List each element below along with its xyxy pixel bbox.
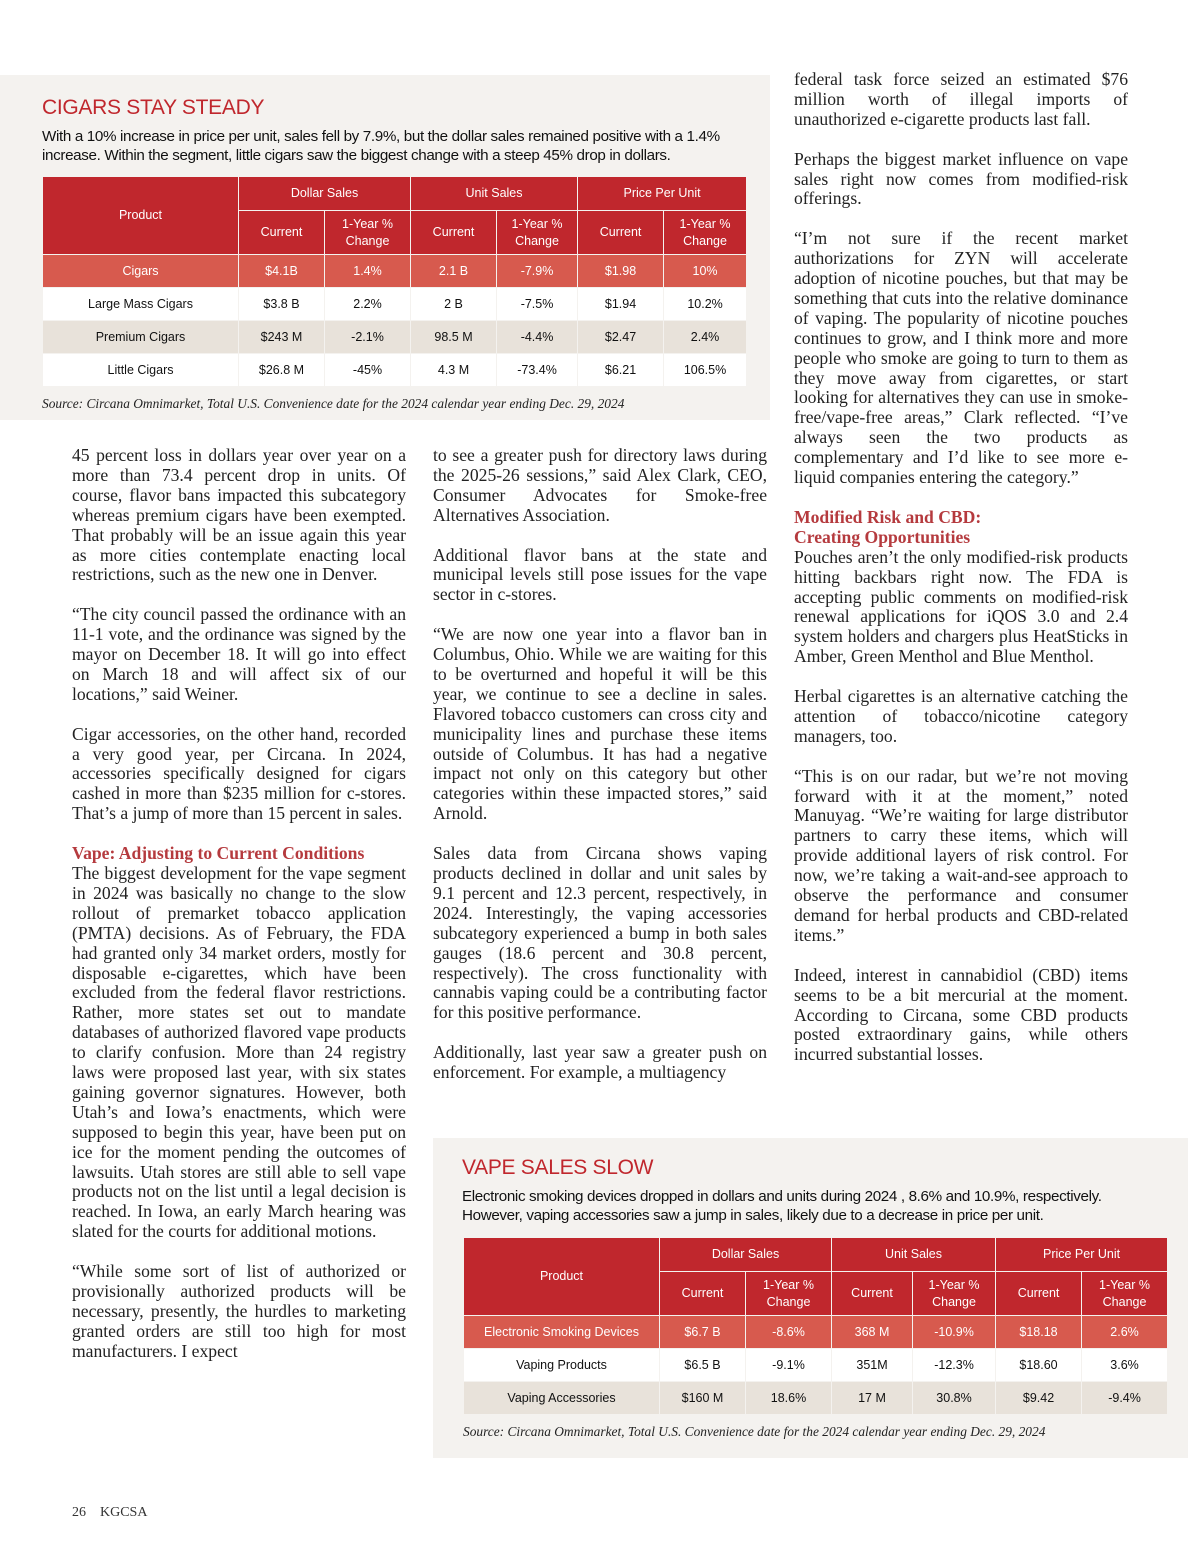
current-header: Current (832, 1272, 912, 1315)
table-cell: $6.7 B (660, 1316, 745, 1348)
row-label: Electronic Smoking Devices (464, 1316, 659, 1348)
change-header: 1-Year % Change (746, 1272, 831, 1315)
article-column-3 (794, 70, 1128, 1065)
table-cell: $6.5 B (660, 1349, 745, 1381)
table-cell: -8.6% (746, 1316, 831, 1348)
unit-sales-header: Unit Sales (411, 177, 577, 210)
table-cell: 106.5% (664, 354, 746, 386)
vape-source-note: Source: Circana Omnimarket, Total U.S. Convenience date for the 2024 calendar year ending Dec. 29, 2024 (463, 1424, 1046, 1439)
article-column-1 (72, 446, 406, 1362)
page-number: 26 (72, 1505, 86, 1520)
table-cell: $2.47 (578, 321, 663, 353)
row-label: Large Mass Cigars (43, 288, 238, 320)
table-cell: 2.2% (325, 288, 410, 320)
table-cell: 2.4% (664, 321, 746, 353)
table-cell: -7.9% (497, 255, 577, 287)
paragraph: “I’m not sure if the recent market authorizations for ZYN will accelerate adoption of nicotine pouches, but that may be something that cuts into the relative dominance of vaping. The popularity of nicotine pouches continues to grow, and I think more and more people who smoke are going to turn to them as they move away from cigarettes, or start looking for alternatives they can use in smoke-free/vape-free areas,” Clark reflected. “I’ve always seen the two products as complementary and I’d like to see more e-liquid companies entering the category.” (794, 228, 1128, 488)
table-cell: $3.8 B (239, 288, 324, 320)
current-header: Current (996, 1272, 1081, 1315)
paragraph: “While some sort of list of authorized or provisionally authorized products will be necessary, presently, the hurdles to marketing granted orders are still too high for most manufacturers. I expect (72, 1261, 406, 1361)
table-cell: $160 M (660, 1382, 745, 1414)
paragraph: Cigar accessories, on the other hand, recorded a very good year, per Circana. In 2024, accessories specifically designed for cigars cashed in more than $235 million for c-stores. That’s a jump of more than 15 percent in sales. (72, 723, 406, 824)
table-cell: $6.21 (578, 354, 663, 386)
table-row (464, 1349, 1167, 1381)
table-cell: $9.42 (996, 1382, 1081, 1414)
section-heading: Creating Opportunities (794, 526, 971, 547)
table-cell: -73.4% (497, 354, 577, 386)
current-header: Current (239, 211, 324, 254)
table-cell: 351M (832, 1349, 912, 1381)
change-header: 1-Year % Change (664, 211, 746, 254)
table-cell: 2.1 B (411, 255, 496, 287)
dollar-sales-header: Dollar Sales (660, 1238, 831, 1271)
paragraph: Indeed, interest in cannabidiol (CBD) items seems to be a bit mercurial at the moment. According to Circana, some CBD products posted extraordinary gains, while others incurred substantial losses. (794, 964, 1128, 1065)
table-row (43, 288, 746, 320)
table-cell: 17 M (832, 1382, 912, 1414)
cigars-box-title: CIGARS STAY STEADY (42, 96, 265, 119)
table-cell: 2.6% (1082, 1316, 1167, 1348)
vape-table (463, 1237, 1168, 1415)
paragraph: Perhaps the biggest market influence on vape sales right now comes from modified-risk offerings. (794, 148, 1128, 209)
cigars-table (42, 176, 747, 387)
price-per-unit-header: Price Per Unit (996, 1238, 1167, 1271)
table-cell: 18.6% (746, 1382, 831, 1414)
article-column-2 (433, 446, 767, 1083)
section-heading: Vape: Adjusting to Current Conditions (72, 843, 365, 864)
table-row (464, 1316, 1167, 1348)
table-cell: -12.3% (913, 1349, 995, 1381)
table-cell: $1.98 (578, 255, 663, 287)
table-cell: $243 M (239, 321, 324, 353)
table-cell: -4.4% (497, 321, 577, 353)
table-cell: -2.1% (325, 321, 410, 353)
paragraph: Additional flavor bans at the state and municipal levels still pose issues for the vape sector in c-stores. (433, 544, 767, 605)
change-header: 1-Year % Change (1082, 1272, 1167, 1315)
table-cell: 98.5 M (411, 321, 496, 353)
vape-box-subtitle: Electronic smoking devices dropped in dollars and units during 2024 , 8.6% and 10.9%, respectively. However, vaping accessories saw a jump in sales, likely due to a decrease in price per unit. (462, 1188, 1102, 1224)
table-cell: -10.9% (913, 1316, 995, 1348)
page-footer (72, 1505, 161, 1521)
current-header: Current (578, 211, 663, 254)
table-row (43, 255, 746, 287)
paragraph: “We are now one year into a flavor ban in Columbus, Ohio. While we are waiting for this to be overturned and hopeful it will be this year, we continue to see a decline in sales. Flavored tobacco customers can cross city and municipality lines and purchase these items outside of Columbus. It has had a negative impact not only on this category but other categories within these impacted stores,” said Arnold. (433, 624, 767, 824)
table-row (464, 1382, 1167, 1414)
paragraph: to see a greater push for directory laws during the 2025-26 sessions,” said Alex Clark, CEO, Consumer Advocates for Smoke-free Alternatives Association. (433, 445, 767, 525)
product-header: Product (464, 1238, 659, 1315)
price-per-unit-header: Price Per Unit (578, 177, 746, 210)
table-cell: 4.3 M (411, 354, 496, 386)
product-header: Product (43, 177, 238, 254)
table-cell: 1.4% (325, 255, 410, 287)
table-cell: $26.8 M (239, 354, 324, 386)
change-header: 1-Year % Change (497, 211, 577, 254)
table-cell: $18.18 (996, 1316, 1081, 1348)
row-label: Vaping Products (464, 1349, 659, 1381)
table-cell: 2 B (411, 288, 496, 320)
section-heading: Modified Risk and CBD: (794, 506, 982, 527)
change-header: 1-Year % Change (913, 1272, 995, 1315)
table-row (43, 354, 746, 386)
row-label: Little Cigars (43, 354, 238, 386)
paragraph: Additionally, last year saw a greater push on enforcement. For example, a multiagency (433, 1042, 767, 1083)
paragraph: 45 percent loss in dollars year over year on a more than 73.4 percent drop in units. Of course, flavor bans impacted this subcategory whereas premium cigars have been exempted. That probably will be an issue again this year as more cities contemplate enacting local restrictions, such as the new one in Denver. (72, 445, 406, 585)
publication-name: KGCSA (100, 1505, 148, 1520)
table-cell: 10.2% (664, 288, 746, 320)
row-label: Vaping Accessories (464, 1382, 659, 1414)
table-cell: 3.6% (1082, 1349, 1167, 1381)
table-cell: -9.4% (1082, 1382, 1167, 1414)
table-cell: -9.1% (746, 1349, 831, 1381)
vape-box-title: VAPE SALES SLOW (462, 1156, 654, 1179)
paragraph: Pouches aren’t the only modified-risk products hitting backbars right now. The FDA is accepting public comments on modified-risk renewal applications for iQOS 3.0 and 2.4 system holders and chargers plus HeatSticks in Amber, Green Menthol and Blue Menthol. (794, 546, 1128, 667)
paragraph: Sales data from Circana shows vaping products declined in dollar and unit sales by 9.1 percent and 12.3 percent, respectively, in 2024. Interestingly, the vaping accessories subcategory experienced a bump in both sales gauges (18.6 percent and 30.8 percent, respectively). The cross functionality with cannabis vaping could be a contributing factor for this positive performance. (433, 843, 767, 1023)
paragraph: “This is on our radar, but we’re not moving forward with it at the moment,” noted Manuyag. “We’re waiting for large distributor partners to carry these items, which will provide additional layers of risk control. For now, we’re taking a wait-and-see approach to observe the performance and consumer demand for herbal products and CBD-related items.” (794, 765, 1128, 945)
paragraph: federal task force seized an estimated $76 million worth of illegal imports of unauthorized e-cigarette products last fall. (794, 69, 1128, 129)
row-label: Cigars (43, 255, 238, 287)
paragraph: The biggest development for the vape segment in 2024 was basically no change to the slow rollout of premarket tobacco application (PMTA) decisions. As of February, the FDA had granted only 34 market orders, mostly for disposable e-cigarettes, which have been excluded from the federal flavor restrictions. Rather, more states set out to mandate databases of authorized flavored vape products to clarify confusion. More than 24 registry laws were proposed last year, with six states gaining governor signatures. However, both Utah’s and Iowa’s enactments, which were supposed to begin this year, have been put on ice for the moment pending the outcomes of lawsuits. Utah stores are still able to sell vape products not on the list until a legal decision is reached. In Iowa, an early March hearing was slated for the courts for additional motions. (72, 862, 406, 1242)
table-cell: 30.8% (913, 1382, 995, 1414)
row-label: Premium Cigars (43, 321, 238, 353)
current-header: Current (660, 1272, 745, 1315)
unit-sales-header: Unit Sales (832, 1238, 995, 1271)
dollar-sales-header: Dollar Sales (239, 177, 410, 210)
change-header: 1-Year % Change (325, 211, 410, 254)
paragraph: “The city council passed the ordinance with an 11-1 vote, and the ordinance was signed by the mayor on December 18. It will go into effect on March 18 and will affect six of our locations,” said Weiner. (72, 604, 406, 704)
current-header: Current (411, 211, 496, 254)
table-row (43, 321, 746, 353)
table-cell: $4.1B (239, 255, 324, 287)
table-cell: 10% (664, 255, 746, 287)
cigars-box-subtitle: With a 10% increase in price per unit, sales fell by 7.9%, but the dollar sales remained positive with a 1.4% increase. Within the segment, little cigars saw the biggest change with a steep 45% drop in dollars. (42, 128, 720, 164)
table-cell: $18.60 (996, 1349, 1081, 1381)
cigars-source-note: Source: Circana Omnimarket, Total U.S. Convenience date for the 2024 calendar year ending Dec. 29, 2024 (42, 396, 625, 411)
table-cell: -45% (325, 354, 410, 386)
table-cell: 368 M (832, 1316, 912, 1348)
table-cell: -7.5% (497, 288, 577, 320)
table-cell: $1.94 (578, 288, 663, 320)
paragraph: Herbal cigarettes is an alternative catching the attention of tobacco/nicotine category managers, too. (794, 686, 1128, 746)
